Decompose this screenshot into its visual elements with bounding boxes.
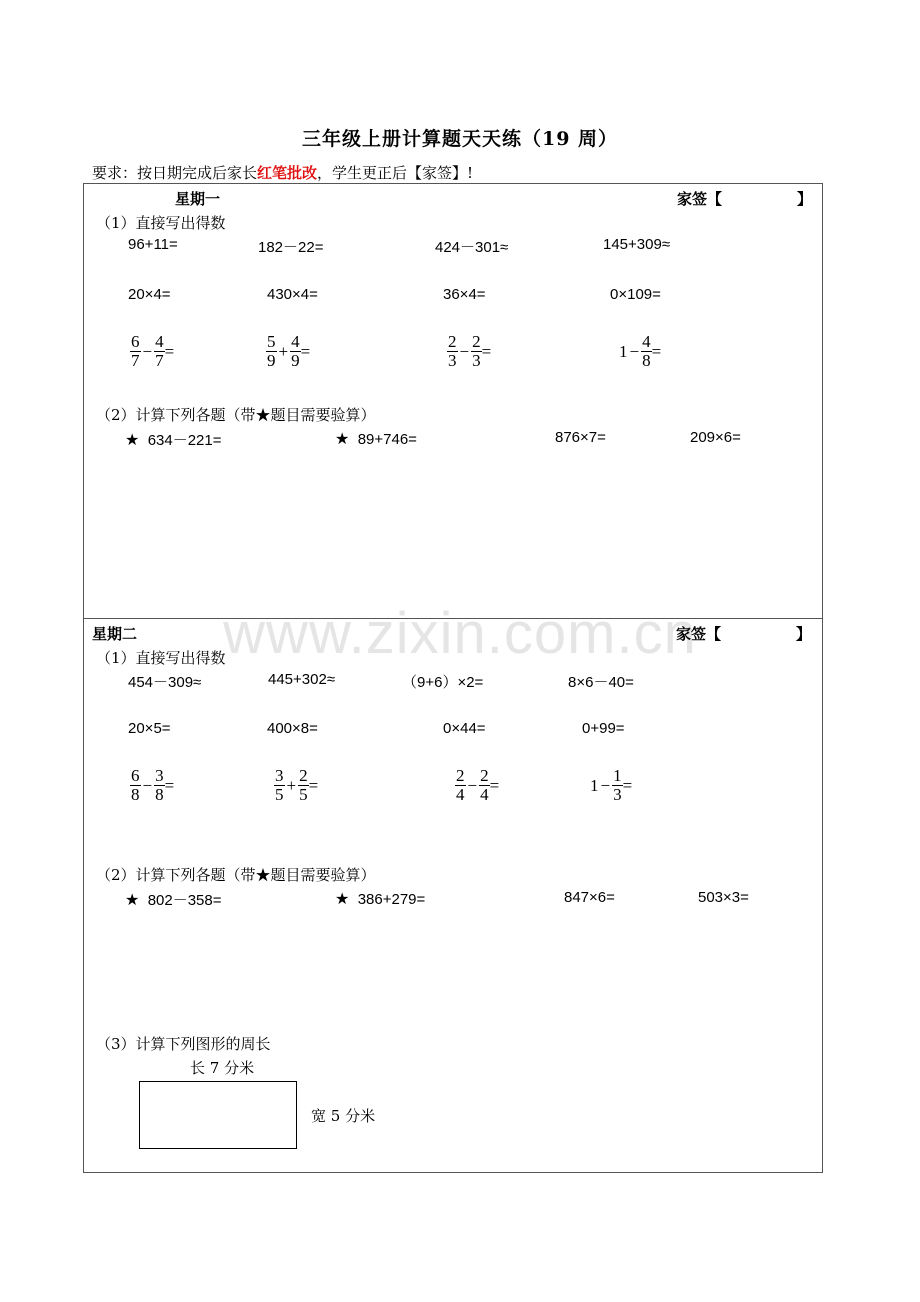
problem: 424－301≈ bbox=[435, 239, 509, 256]
fraction-problem: $\frac{6}{7}$ − $\frac{4}{7}$ = bbox=[131, 332, 175, 370]
requirement-prefix: 要求：按日期完成后家长 bbox=[92, 164, 258, 182]
star-icon: ★ bbox=[335, 431, 350, 448]
problem: 503×3= bbox=[698, 889, 749, 906]
star-problem: ★ 89+746= bbox=[335, 431, 417, 448]
problem: 0+99= bbox=[582, 720, 625, 737]
watermark: www.zixin.com.cn bbox=[223, 601, 697, 666]
problem: 96+11= bbox=[128, 236, 178, 253]
page-title: 三年级上册计算题天天练（19 周） bbox=[301, 128, 619, 150]
day-divider bbox=[83, 618, 823, 619]
requirement bbox=[92, 162, 473, 183]
star-icon: ★ bbox=[335, 891, 350, 908]
problem: 20×5= bbox=[128, 720, 171, 737]
problem: 8×6－40= bbox=[568, 674, 634, 691]
problem: 209×6= bbox=[690, 429, 741, 446]
problem: 145+309≈ bbox=[603, 236, 671, 253]
star-problem: ★ 802－358= bbox=[125, 892, 222, 909]
fraction-problem: 1 − $\frac{1}{3}$ = bbox=[590, 766, 633, 804]
problem: 400×8= bbox=[267, 720, 318, 737]
problem: （9+6）×2= bbox=[402, 674, 484, 691]
monday-label: 星期一 bbox=[175, 190, 221, 208]
tuesday-section-3: （3）计算下列图形的周长 bbox=[96, 1035, 271, 1053]
problem: 0×44= bbox=[443, 720, 486, 737]
monday-section-1: （1）直接写出得数 bbox=[96, 214, 226, 232]
problem: 876×7= bbox=[555, 429, 606, 446]
fraction-problem: 1 − $\frac{4}{8}$ = bbox=[619, 332, 662, 370]
fraction-problem: $\frac{6}{8}$ − $\frac{3}{8}$ = bbox=[131, 766, 175, 804]
fraction-problem: $\frac{2}{4}$ − $\frac{2}{4}$ = bbox=[456, 766, 500, 804]
fraction-problem: $\frac{5}{9}$ + $\frac{4}{9}$ = bbox=[267, 332, 311, 370]
fraction-problem: $\frac{3}{5}$ + $\frac{2}{5}$ = bbox=[275, 766, 319, 804]
tuesday-label: 星期二 bbox=[92, 625, 138, 643]
problem: 847×6= bbox=[564, 889, 615, 906]
star-icon: ★ bbox=[125, 432, 140, 449]
tuesday-section-1: （1）直接写出得数 bbox=[96, 649, 226, 667]
star-problem: ★ 634－221= bbox=[125, 432, 222, 449]
problem: 0×109= bbox=[610, 286, 661, 303]
requirement-highlight: 红笔批改 bbox=[257, 164, 318, 182]
problem: 182－22= bbox=[258, 239, 324, 256]
tuesday-sign: 家签【 】 bbox=[676, 625, 812, 643]
star-problem: ★ 386+279= bbox=[335, 891, 426, 908]
width-label: 宽 5 分米 bbox=[311, 1107, 376, 1125]
problem: 20×4= bbox=[128, 286, 171, 303]
star-icon: ★ bbox=[125, 892, 140, 909]
problem: 430×4= bbox=[267, 286, 318, 303]
requirement-suffix: ，学生更正后【家签】! bbox=[317, 164, 474, 182]
problem: 445+302≈ bbox=[268, 671, 336, 688]
rectangle-figure bbox=[139, 1081, 297, 1149]
monday-sign: 家签【 】 bbox=[677, 190, 813, 208]
length-label: 长 7 分米 bbox=[190, 1059, 255, 1077]
monday-section-2: （2）计算下列各题（带★题目需要验算） bbox=[96, 406, 376, 424]
problem: 36×4= bbox=[443, 286, 486, 303]
tuesday-section-2: （2）计算下列各题（带★题目需要验算） bbox=[96, 866, 376, 884]
problem: 454－309≈ bbox=[128, 674, 202, 691]
fraction-problem: $\frac{2}{3}$ − $\frac{2}{3}$ = bbox=[448, 332, 492, 370]
